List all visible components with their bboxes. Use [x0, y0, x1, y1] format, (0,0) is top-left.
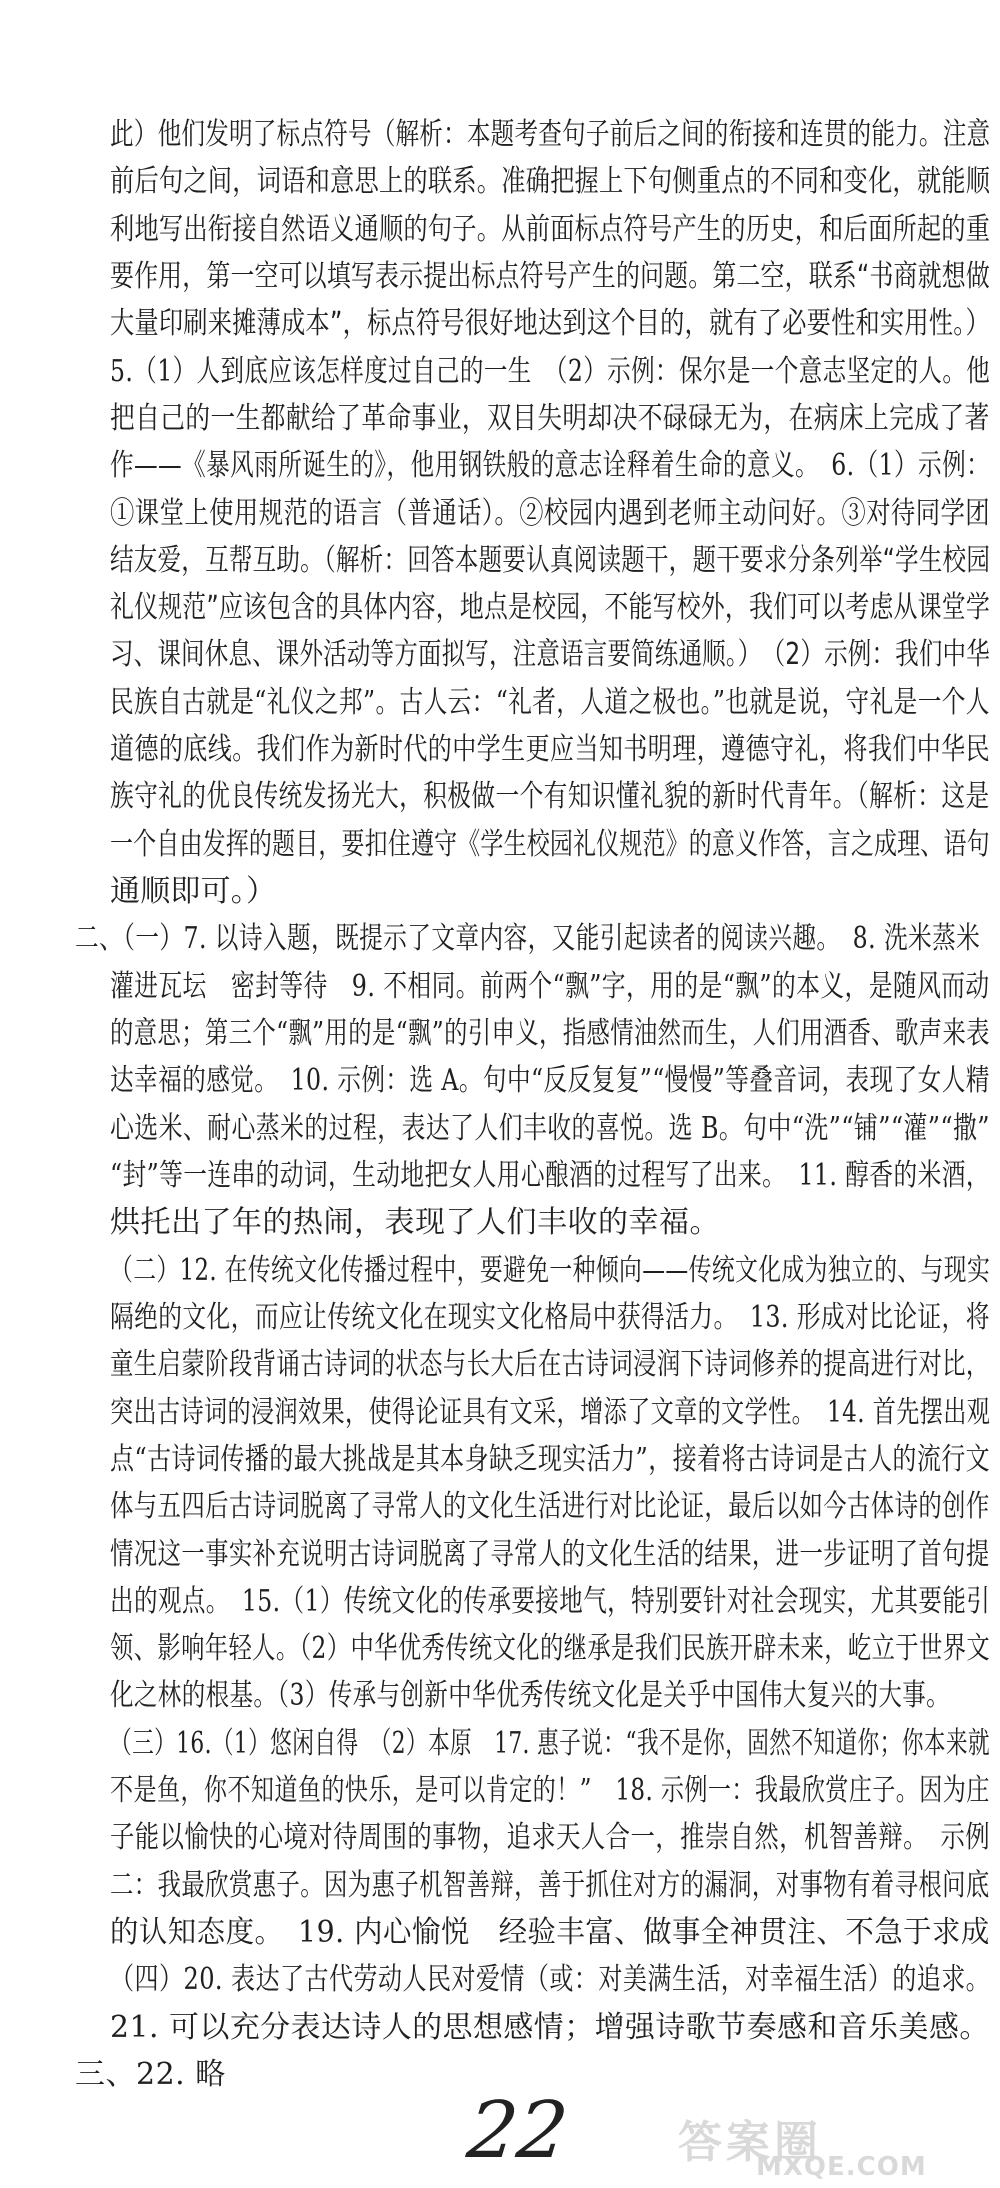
text-line: 民族自古就是“礼仪之邦”。古人云：“礼者，人道之极也。”也就是说，守礼是一个人: [110, 685, 990, 720]
text-line: 心选米、耐心蒸米的过程，表达了人们丰收的喜悦。选 B。句中“洗”“铺”“灌”“撒”: [110, 1111, 990, 1146]
text-line: 的认知态度。 19. 内心愉悦 经验丰富、做事全神贯注、不急于求成: [110, 1915, 990, 1950]
text-line: 要作用，第一空可以填写表示提出标点符号产生的问题。第二空，联系“书商就想做: [110, 259, 990, 294]
text-line: 通顺即可。）: [110, 874, 277, 909]
watermark-title: 答案圈: [678, 2117, 822, 2168]
text-line: ①课堂上使用规范的语言（普通话）。②校园内遇到老师主动问好。③对待同学团: [110, 496, 991, 531]
text-line: 突出古诗词的浸润效果，使得论证具有文采，增添了文章的文学性。 14. 首先摆出观: [110, 1395, 991, 1430]
text-line: 的意思；第三个“飘”用的是“飘”的引申义，指感情油然而生，人们用酒香、歌声来表: [110, 1016, 990, 1051]
text-line: 大量印刷来摊薄成本”，标点符号很好地达到这个目的，就有了必要性和实用性。）: [110, 306, 990, 341]
text-line: 5.（1）人到底应该怎样度过自己的一生 （2）示例：保尔是一个意志坚定的人。他: [110, 354, 991, 389]
page-number: 22: [463, 2086, 572, 2176]
text-line: 一个自由发挥的题目，要扣住遵守《学生校园礼仪规范》的意义作答，言之成理、语句: [110, 827, 990, 862]
text-line: （四）20. 表达了古代劳动人民对爱情（或：对美满生活，对幸福生活）的追求。: [110, 1962, 991, 1997]
text-line: 灌进瓦坛 密封等待 9. 不相同。前两个“飘”字，用的是“飘”的本义，是随风而动: [110, 969, 990, 1004]
watermark-url: MXQE.COM: [756, 2152, 927, 2182]
text-line: 此）他们发明了标点符号（解析：本题考查句子前后之间的衔接和连贯的能力。注意: [110, 117, 991, 152]
text-line: 利地写出衔接自然语义通顺的句子。从前面标点符号产生的历史，和后面所起的重: [110, 212, 991, 247]
text-line: 隔绝的文化，而应让传统文化在现实文化格局中获得活力。 13. 形成对比论证，将: [110, 1300, 990, 1335]
text-line: 化之林的根基。（3）传承与创新中华优秀传统文化是关乎中国伟大复兴的大事。: [110, 1678, 951, 1713]
text-line: 情况这一事实补充说明古诗词脱离了寻常人的文化生活的结果，进一步证明了首句提: [110, 1537, 990, 1572]
text-line: 三、22. 略: [75, 2057, 226, 2092]
text-line: 21. 可以充分表达诗人的思想感情；增强诗歌节奏感和音乐美感。: [110, 2010, 990, 2045]
text-line: （三）16.（1）悠闲自得 （2）本原 17. 惠子说：“我不是你，固然不知道你；你本来就: [110, 1726, 990, 1761]
text-line: 子能以愉快的心境对待周围的事物，追求天人合一，推崇自然，机智善辩。 示例: [110, 1820, 991, 1855]
text-line: 童生启蒙阶段背诵古诗词的状态与长大后在古诗词浸润下诗词修养的提高进行对比，: [110, 1347, 990, 1382]
text-line: 二：我最欣赏惠子。因为惠子机智善辩，善于抓住对方的漏洞，对事物有着寻根问底: [110, 1868, 990, 1903]
text-line: （二）12. 在传统文化传播过程中，要避免一种倾向——传统文化成为独立的、与现实: [110, 1253, 991, 1288]
text-line: 作——《暴风雨所诞生的》，他用钢铁般的意志诠释着生命的意义。 6.（1）示例：: [110, 448, 991, 483]
text-line: 领、影响年轻人。（2）中华优秀传统文化的继承是我们民族开辟未来，屹立于世界文: [110, 1631, 991, 1666]
text-line: 习、课间休息、课外活动等方面拟写，注意语言要简练通顺。） （2）示例：我们中华: [110, 637, 990, 672]
text-line: 不是鱼，你不知道鱼的快乐，是可以肯定的！” 18. 示例一：我最欣赏庄子。因为庄: [110, 1773, 990, 1808]
watermark-logo: [678, 2106, 988, 2184]
text-line: 前后句之间，词语和意思上的联系。准确把握上下句侧重点的不同和变化，就能顺: [110, 164, 991, 199]
text-line: 道德的底线。我们作为新时代的中学生更应当知书明理，遵德守礼，将我们中华民: [110, 732, 991, 767]
text-line: 体与五四后古诗词脱离了寻常人的文化生活进行对比论证，最后以如今古体诗的创作: [110, 1489, 990, 1524]
text-line: 烘托出了年的热闹，表现了人们丰收的幸福。: [110, 1205, 720, 1240]
text-line: 族守礼的优良传统发扬光大，积极做一个有知识懂礼貌的新时代青年。（解析：这是: [110, 779, 990, 814]
text-line: 点“古诗词传播的最大挑战是其本身缺乏现实活力”，接着将古诗词是古人的流行文: [110, 1442, 991, 1477]
text-line: 礼仪规范”应该包含的具体内容，地点是校园，不能写校外，我们可以考虑从课堂学: [110, 590, 990, 625]
text-line: 达幸福的感觉。 10. 示例：选 A。句中“反反复复”“慢慢”等叠音词，表现了女人精: [110, 1063, 990, 1098]
text-line: 结友爱，互帮互助。（解析：回答本题要认真阅读题干，题干要求分条列举“学生校园: [110, 543, 991, 578]
text-line: 二、（一）7. 以诗入题，既提示了文章内容，又能引起读者的阅读兴趣。 8. 洗米蒸米: [75, 921, 981, 956]
text-line: 出的观点。 15.（1）传统文化的传承要接地气，特别要针对社会现实，尤其要能引: [110, 1584, 991, 1619]
text-line: 把自己的一生都献给了革命事业，双目失明却决不碌碌无为，在病床上完成了著: [110, 401, 990, 436]
text-line: “封”等一连串的动词，生动地把女人用心酿酒的过程写了出来。 11. 醇香的米酒，: [110, 1158, 990, 1193]
